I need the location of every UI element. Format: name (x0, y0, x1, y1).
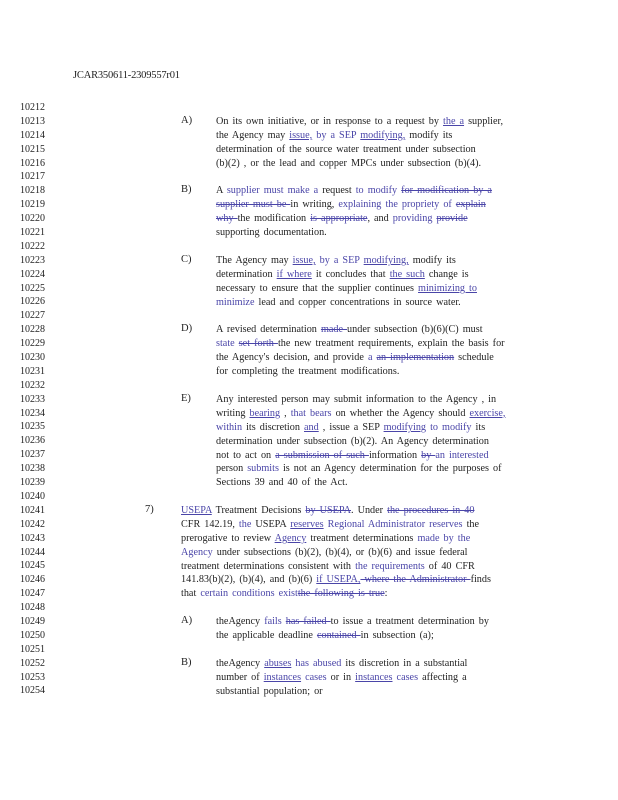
paragraph-d1 (216, 323, 540, 379)
text-run: that (181, 588, 201, 600)
inserted-text: that bears (290, 407, 332, 419)
text-run: determination (216, 268, 277, 280)
text-run: , (280, 407, 291, 419)
line-number: 10253 (20, 671, 45, 683)
text-line (181, 560, 521, 574)
text-line (216, 323, 540, 337)
text-run: in writing, (290, 198, 339, 210)
text-run: substantial population; or (216, 685, 323, 697)
text-run: Sections 39 and 40 of the Act. (216, 477, 348, 489)
deleted-text: set forth (238, 337, 278, 349)
text-line (216, 615, 530, 629)
text-run: on whether the Agency should (331, 407, 470, 419)
text-line (181, 518, 521, 532)
deleted-text: has failed (285, 616, 331, 627)
underlined-insertion: abuses (264, 658, 292, 669)
inserted-text: providing (392, 212, 437, 224)
text-run: lead and copper concentrations in source water. (254, 296, 461, 308)
line-number: 10217 (20, 171, 45, 183)
line-number: 10226 (20, 296, 45, 308)
underlined-insertion: modifying, (360, 129, 406, 141)
inserted-text: submits (247, 463, 279, 475)
text-run: the modification (237, 212, 311, 224)
text-run: supplier, (464, 116, 504, 127)
inserted-text: by a SEP (315, 255, 364, 266)
text-run: (b)(2) , or the lead and copper MPCs under subsection (b)(4). (216, 157, 482, 169)
text-run: under subsections (b)(2), (b)(4), or (b)(6) and issue federal (212, 546, 468, 558)
text-line (216, 143, 530, 157)
line-number: 10218 (20, 185, 45, 197)
text-run: : (384, 588, 388, 600)
text-run: treatment determinations (306, 532, 418, 544)
line-number: 10247 (20, 588, 45, 600)
text-run: its discretion in a substantial (341, 658, 468, 669)
line-number: 10224 (20, 268, 45, 280)
deleted-text: is appropriate (310, 212, 368, 224)
paragraph-e1 (216, 393, 540, 490)
deleted-text: a submission of such (275, 449, 369, 461)
item-label-e1: E) (181, 393, 191, 404)
text-line (181, 546, 521, 560)
inserted-text: an interested (435, 449, 489, 461)
inserted-text: has abused (291, 658, 342, 669)
text-line (216, 476, 540, 490)
underlined-insertion: if USEPA, (316, 574, 361, 586)
text-run: Treatment Decisions (211, 505, 306, 516)
text-line (216, 671, 506, 685)
inserted-text: a (367, 351, 377, 363)
line-number-column (20, 101, 60, 698)
text-run: affecting a (418, 671, 467, 683)
text-line (216, 421, 540, 435)
paragraph-section-7 (181, 504, 521, 601)
item-label-b2: B) (181, 657, 192, 668)
line-number: 10233 (20, 393, 45, 405)
text-line (216, 462, 540, 476)
text-line (181, 504, 521, 518)
underlined-insertion: exercise, (469, 407, 506, 419)
text-line (216, 629, 530, 643)
underlined-insertion: and (304, 421, 319, 433)
underlined-insertion: the a (443, 116, 465, 127)
text-run: On its own initiative, or in response to a request by (216, 116, 444, 127)
paragraph-a2 (216, 615, 530, 643)
underlined-insertion: Agency (274, 532, 307, 544)
text-run: person (216, 463, 248, 475)
text-run: it concludes that (311, 268, 390, 280)
text-line (216, 268, 530, 282)
inserted-text: fails (264, 616, 282, 627)
inserted-text: Agency (181, 546, 213, 558)
text-line (216, 198, 530, 212)
text-line (216, 212, 530, 226)
line-number: 10235 (20, 421, 45, 433)
inserted-text: cases (392, 671, 419, 683)
text-run: . Under (351, 505, 388, 516)
text-run: A revised determination (216, 324, 321, 335)
deleted-text: by USEPA (305, 505, 351, 516)
text-line (216, 254, 530, 268)
item-label-b1: B) (181, 184, 192, 195)
inserted-text: minimize (216, 296, 255, 308)
line-number: 10242 (20, 518, 45, 530)
text-line (181, 587, 521, 601)
line-number: 10216 (20, 157, 45, 169)
underlined-insertion: modifying, (363, 255, 409, 266)
line-number: 10240 (20, 490, 45, 502)
paragraph-b2 (216, 657, 506, 699)
underlined-insertion: issue, (289, 129, 313, 141)
line-number: 10249 (20, 615, 45, 627)
text-run: change is (424, 268, 469, 280)
text-line (216, 157, 530, 171)
text-run: under subsection (b)(6)(C) must (347, 324, 483, 335)
line-number: 10245 (20, 560, 45, 572)
line-number: 10236 (20, 435, 45, 447)
text-run: writing (216, 407, 250, 419)
line-number: 10212 (20, 102, 45, 113)
line-number: 10243 (20, 532, 45, 544)
line-number: 10246 (20, 574, 45, 586)
deleted-text: made (320, 324, 348, 335)
inserted-text: reserves (429, 518, 463, 530)
text-run: CFR 142.19, (181, 518, 239, 530)
text-run: supporting documentation. (216, 226, 327, 238)
inserted-text: made by the (417, 532, 471, 544)
line-number: 10251 (20, 643, 45, 655)
text-run: USEPA (251, 518, 291, 530)
text-run: is not an Agency determination for the purposes of (278, 463, 502, 475)
underlined-insertion: minimizing to (418, 282, 477, 294)
text-run: the new treatment requirements, explain the basis for (277, 337, 505, 349)
text-run: theAgency (216, 616, 265, 627)
line-number: 10234 (20, 407, 45, 419)
deleted-text: supplier must be (216, 198, 291, 210)
line-number: 10254 (20, 685, 45, 697)
inserted-text: explaining the propriety of (338, 198, 456, 210)
line-number: 10225 (20, 282, 45, 294)
text-line (216, 393, 540, 407)
text-line (216, 282, 530, 296)
text-run: to issue a treatment determination by (330, 616, 489, 627)
line-number: 10228 (20, 324, 45, 336)
text-line (181, 573, 521, 587)
underlined-insertion: reserves (290, 518, 324, 530)
line-number: 10220 (20, 213, 45, 225)
inserted-text: state (216, 337, 239, 349)
deleted-text: the following is true (297, 588, 385, 600)
item-label-d1: D) (181, 323, 193, 334)
underlined-insertion: USEPA (181, 505, 212, 516)
text-line (216, 184, 530, 198)
text-run: Any interested person may submit information to the Agency , in (216, 394, 497, 405)
deleted-text: for modification by a (401, 185, 492, 196)
text-run: determination under subsection (b)(2). An Agency determination (216, 435, 489, 447)
paragraph-a1 (216, 115, 530, 171)
text-run: request (318, 185, 356, 196)
inserted-text: supplier must make a (226, 185, 319, 196)
line-number: 10231 (20, 365, 45, 377)
inserted-text: certain conditions exist (200, 588, 298, 600)
text-run: for completing the treatment modifications. (216, 365, 400, 377)
text-line (181, 532, 521, 546)
line-number: 10213 (20, 115, 45, 127)
text-run: prerogative to review (181, 532, 275, 544)
line-number: 10250 (20, 629, 45, 641)
item-label-a2: A) (181, 615, 193, 626)
text-run: schedule (454, 351, 494, 363)
underlined-insertion: issue, (292, 255, 316, 266)
line-number: 10223 (20, 254, 45, 266)
text-run: its (471, 421, 486, 433)
deleted-text: provide (436, 212, 468, 224)
item-label-c1: C) (181, 254, 192, 265)
line-number: 10244 (20, 546, 45, 558)
text-run: 141.83(b)(2), (b)(4), and (b)(6) (181, 574, 317, 586)
deleted-text: by (421, 449, 436, 461)
text-line (216, 685, 506, 699)
line-number: 10222 (20, 240, 45, 252)
line-number: 10219 (20, 199, 45, 211)
line-number: 10215 (20, 143, 45, 155)
text-line (216, 407, 540, 421)
inserted-text: to modify (426, 421, 472, 433)
underlined-insertion: the such (389, 268, 425, 280)
deleted-text: where the Administrator (360, 574, 471, 586)
line-number: 10237 (20, 449, 45, 461)
text-line (216, 226, 530, 240)
line-number: 10229 (20, 338, 45, 350)
underlined-insertion: instances (355, 671, 393, 683)
underlined-insertion: modifying (383, 421, 427, 433)
text-run: number of (216, 671, 264, 683)
text-run: modify its (408, 255, 456, 266)
text-run: The Agency may (216, 255, 293, 266)
line-number: 10221 (20, 227, 45, 239)
deleted-text: explain (455, 198, 486, 210)
paragraph-b1 (216, 184, 530, 240)
line-number: 10232 (20, 379, 45, 391)
inserted-text: by a SEP (312, 129, 361, 141)
line-number: 10227 (20, 310, 45, 322)
text-run: the Agency's decision, and provide (216, 351, 368, 363)
text-line (216, 435, 540, 449)
text-run: the applicable deadline (216, 629, 317, 641)
document-id: JCAR350611-2309557r01 (73, 70, 180, 81)
text-run: treatment determinations consistent with (181, 560, 356, 572)
deleted-text: why (216, 212, 238, 224)
text-line (216, 337, 540, 351)
text-run: its discretion (242, 421, 304, 433)
underlined-insertion: if where (276, 268, 312, 280)
text-line (216, 449, 540, 463)
inserted-text: the (238, 518, 252, 530)
paragraph-c1 (216, 254, 530, 310)
text-line (216, 115, 530, 129)
section-label-7: 7) (145, 504, 154, 515)
text-run: theAgency (216, 658, 265, 669)
line-number: 10214 (20, 129, 45, 141)
text-run: modify its (405, 129, 453, 141)
text-run: of 40 CFR (424, 560, 475, 572)
text-line (216, 365, 540, 379)
underlined-insertion: bearing (249, 407, 281, 419)
line-number: 10252 (20, 657, 45, 669)
line-number: 10239 (20, 477, 45, 489)
text-run: or in (326, 671, 356, 683)
underlined-insertion: instances (263, 671, 302, 683)
text-run: information (368, 449, 422, 461)
text-run: necessary to ensure that the supplier continues (216, 282, 419, 294)
text-run: in subsection (a); (360, 629, 434, 641)
deleted-text: contained (316, 629, 361, 641)
text-run: finds (470, 574, 491, 586)
text-run: not to act on (216, 449, 276, 461)
text-line (216, 657, 506, 671)
text-line (216, 296, 530, 310)
line-number: 10241 (20, 504, 45, 516)
line-number: 10238 (20, 463, 45, 475)
inserted-text: the requirements (355, 560, 425, 572)
inserted-text: within (216, 421, 243, 433)
deleted-text: the procedures in 40 (387, 505, 475, 516)
inserted-text: Regional Administrator (323, 518, 430, 530)
inserted-text: to modify (355, 185, 402, 196)
text-run: , and (367, 212, 393, 224)
line-number: 10230 (20, 352, 45, 364)
item-label-a1: A) (181, 115, 193, 126)
inserted-text: cases (301, 671, 327, 683)
deleted-text: an implementation (376, 351, 455, 363)
text-run: the (462, 518, 480, 530)
text-run: the Agency may (216, 129, 290, 141)
text-line (216, 129, 530, 143)
line-number: 10248 (20, 602, 45, 614)
text-run: , issue a SEP (318, 421, 384, 433)
text-run: determination of the source water treatment under subsection (216, 143, 476, 155)
text-line (216, 351, 540, 365)
text-run: A (216, 185, 227, 196)
